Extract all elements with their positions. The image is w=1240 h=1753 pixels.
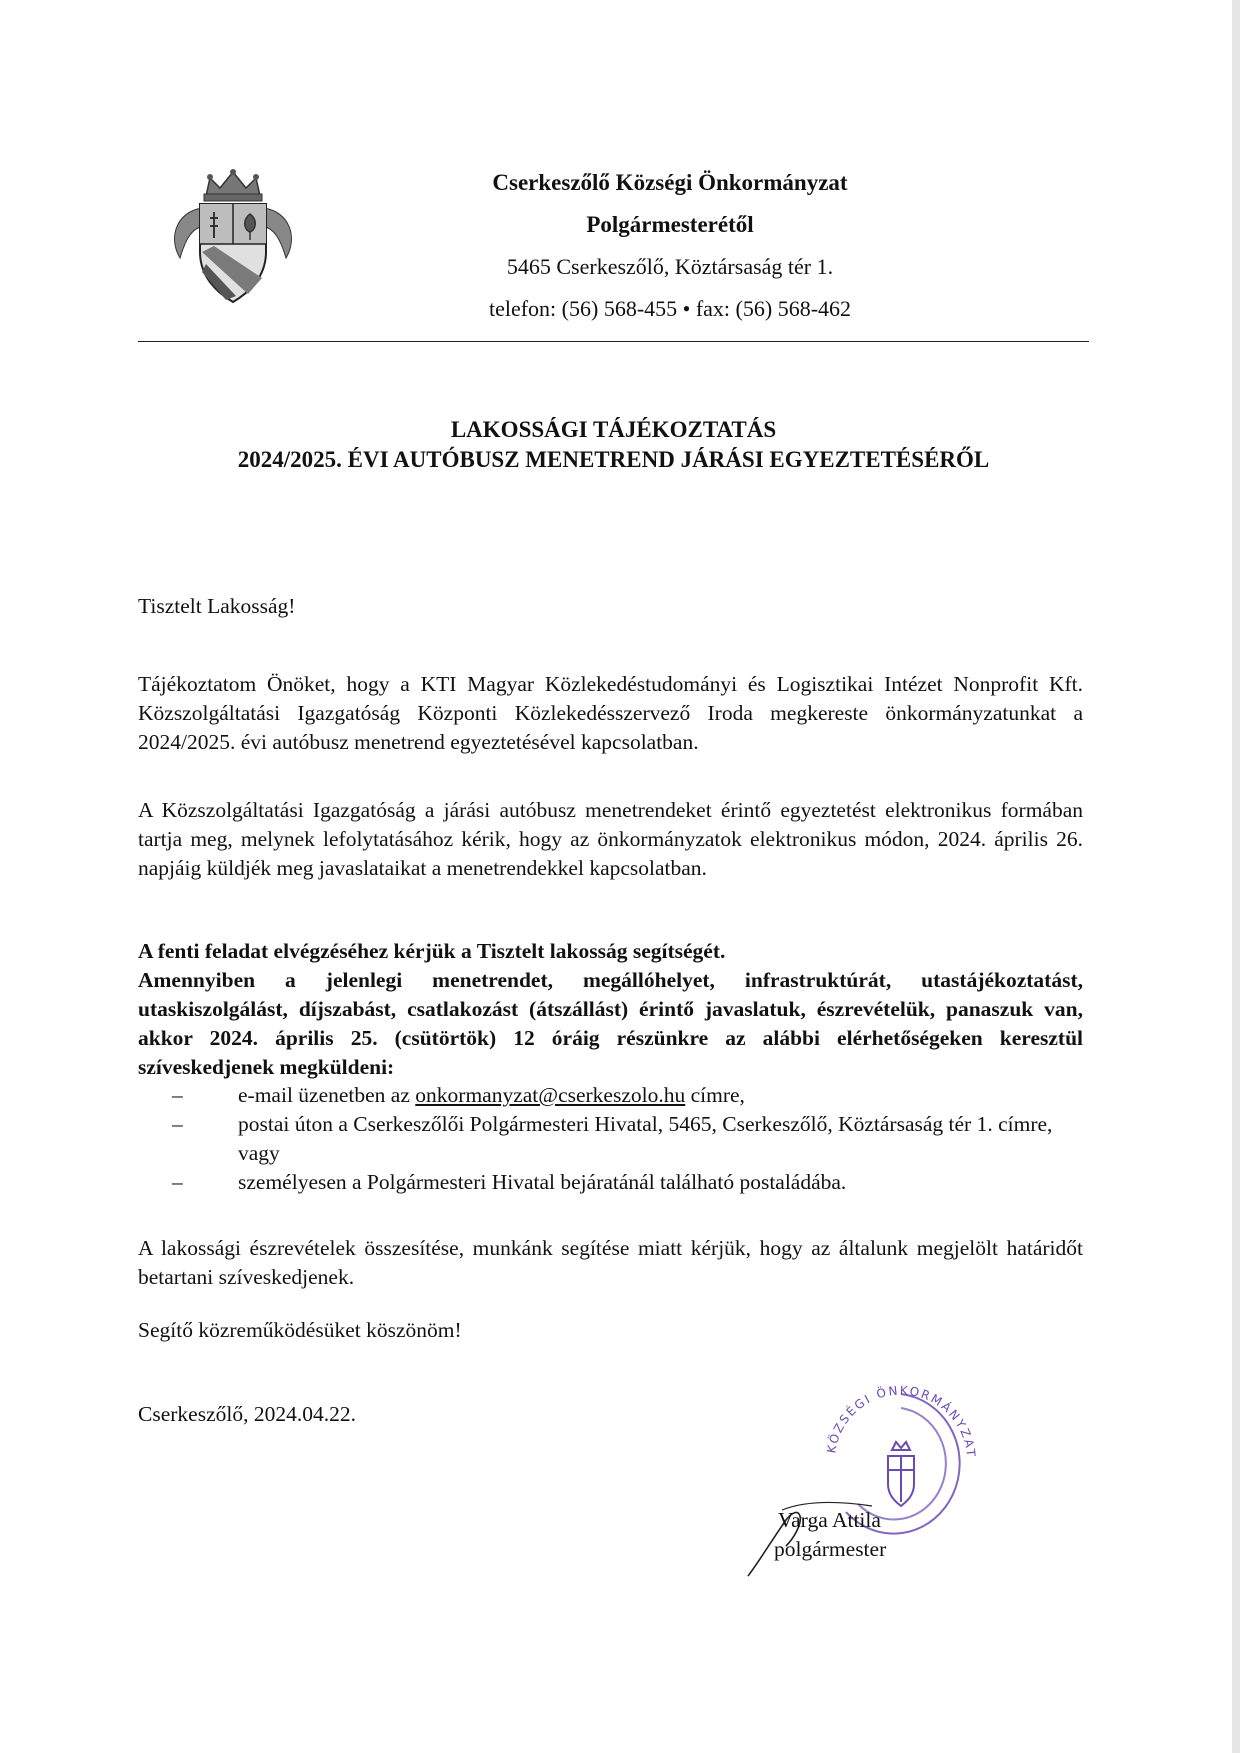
- title-line-2: 2024/2025. ÉVI AUTÓBUSZ MENETREND JÁRÁSI EGYEZTETÉSÉRŐL: [237, 447, 990, 472]
- phone: telefon: (56) 568-455: [488, 296, 678, 321]
- paragraph-2: A Közszolgáltatási Igazgatóság a járási autóbusz menetrendeket érintő egyeztetést elektronikus formában tartja meg, melynek lefolytatásához kérik, hogy az önkormányzatok elektronikus módon, 2024. április 26. napjáig küldjék meg javaslataikat a menetrendekkel kapcsolatban.: [138, 798, 1083, 880]
- list-item: – postai úton a Cserkeszőlői Polgármesteri Hivatal, 5465, Cserkeszőlő, Köztársaság tér 1. címre, vagy: [172, 1112, 1053, 1165]
- list-item: – személyesen a Polgármesteri Hivatal bejáratánál található postaládába.: [138, 1168, 1083, 1197]
- list-dash: –: [172, 1112, 183, 1136]
- separator-dot: •: [682, 296, 691, 321]
- request-details: Amennyiben a jelenlegi menetrendet, megállóhelyet, infrastruktúrát, utastájékoztatást, utaskiszolgálást, díjszabást, csatlakozást (átszállást) érintő javaslatuk, észrevételük, panaszuk van, akkor 2024. április 25. (csütörtök) 12 óráig részünkre az alábbi elérhetőségeken keresztül szíveskedjenek megküldeni:: [138, 968, 1083, 1079]
- title-line-1: LAKOSSÁGI TÁJÉKOZTATÁS: [450, 417, 777, 442]
- place-and-date: Cserkeszőlő, 2024.04.22.: [138, 1402, 356, 1426]
- email-link[interactable]: onkormanyzat@cserkeszolo.hu: [415, 1083, 686, 1107]
- page-edge: [1232, 0, 1240, 1753]
- contact-options-list: [138, 1081, 1083, 1197]
- coat-of-arms-icon: [166, 168, 300, 308]
- closing-paragraph: A lakossági észrevételek összesítése, munkánk segítése miatt kérjük, hogy az általunk megjelölt határidőt betartani szíveskedjenek.: [138, 1236, 1083, 1289]
- document-title: [138, 415, 1089, 475]
- header-divider: [138, 341, 1089, 342]
- organization-name: Cserkeszőlő Községi Önkormányzat: [492, 170, 848, 195]
- signatory-title: polgármester: [774, 1537, 887, 1561]
- list-item: – e-mail üzenetben az onkormanyzat@cserkeszolo.hu címre,: [138, 1081, 1083, 1110]
- office-name: Polgármesterétől: [586, 212, 754, 237]
- address: 5465 Cserkeszőlő, Köztársaság tér 1.: [506, 254, 834, 279]
- fax: fax: (56) 568-462: [695, 296, 852, 321]
- list-dash: –: [172, 1170, 183, 1194]
- request-line: A fenti feladat elvégzéséhez kérjük a Tisztelt lakosság segítségét.: [138, 939, 726, 963]
- letterhead: [330, 162, 1010, 330]
- paragraph-1: Tájékoztatom Önöket, hogy a KTI Magyar Közlekedéstudományi és Logisztikai Intézet Nonprofit Kft. Közszolgáltatási Igazgatóság Központi Közlekedésszervező Iroda megkereste önkormányzatunkat a 2024/2025. évi autóbusz menetrend egyeztetésével kapcsolatban.: [138, 672, 1083, 754]
- signatory-name: Varga Attila: [778, 1508, 881, 1532]
- salutation: Tisztelt Lakosság!: [138, 594, 296, 618]
- request-block: [138, 937, 1083, 1082]
- stamp-text: KÖZSÉGI ÖNKORMÁNYZAT: [824, 1383, 979, 1459]
- list-dash: –: [172, 1083, 183, 1107]
- thanks-line: Segítő közreműködésüket köszönöm!: [138, 1318, 462, 1342]
- contact-line: [330, 288, 1010, 330]
